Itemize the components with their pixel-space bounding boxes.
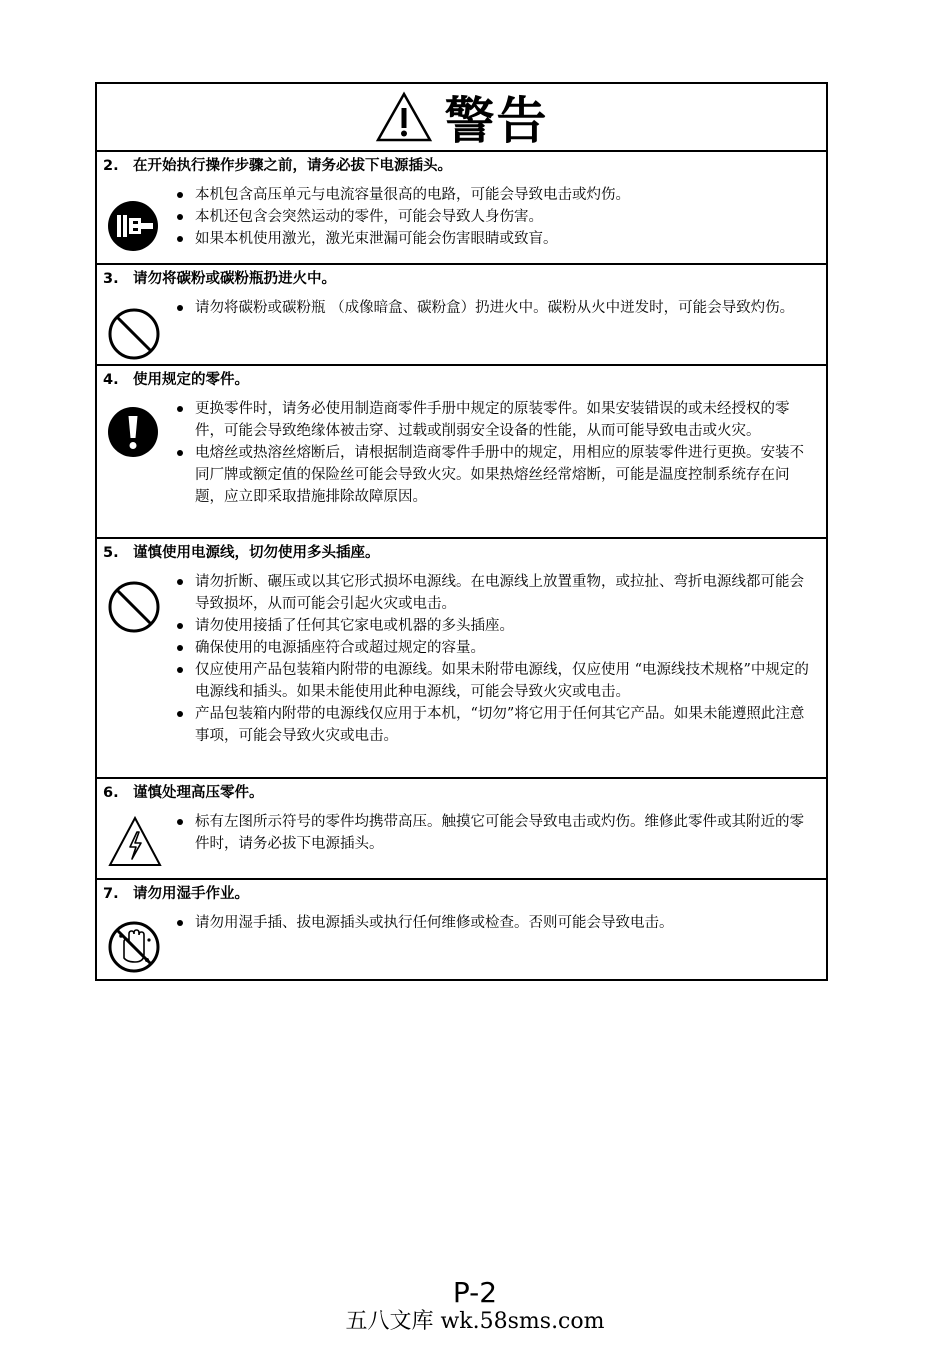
section-number: 5. [103,545,119,561]
list-item: 产品包装箱内附带的电源线仅应用于本机，“切勿”将它用于任何其它产品。如果未能遵照此注意事项，可能会导致火灾或电击。 [175,703,811,747]
bullet-list [175,297,811,319]
list-item: 仅应使用产品包装箱内附带的电源线。如果未附带电源线，仅应使用 “电源线技术规格”中规定的电源线和插头。如果未能使用此种电源线，可能会导致火灾或电击。 [175,659,811,703]
section-heading-text: 谨慎使用电源线，切勿使用多头插座。 [133,545,380,561]
list-item: 确保使用的电源插座符合或超过规定的容量。 [175,637,811,659]
watermark-text: 五八文库 wk.58sms.com [345,1309,605,1334]
section-heading [103,543,380,563]
section-heading [103,783,264,803]
section-heading [103,884,249,904]
bullet-list [175,571,811,747]
warning-box [95,82,828,981]
section-unplug [97,152,826,265]
section-high-voltage [97,779,826,880]
bullet-list [175,811,811,855]
unplug-icon [107,200,159,252]
section-number: 4. [103,372,119,388]
list-item: 请勿用湿手插、拔电源插头或执行任何维修或检查。否则可能会导致电击。 [175,912,811,934]
prohibition-icon [107,580,161,634]
bullet-list [175,398,811,508]
section-heading-text: 请勿用湿手作业。 [133,886,249,902]
list-item: 本机包含高压单元与电流容量很高的电路，可能会导致电击或灼伤。 [175,184,811,206]
prohibition-icon [107,307,161,361]
section-no-fire [97,265,826,366]
section-number: 7. [103,886,119,902]
list-item: 本机还包含会突然运动的零件，可能会导致人身伤害。 [175,206,811,228]
bullet-list [175,912,811,934]
no-wet-hands-icon [107,920,161,974]
list-item: 电熔丝或热溶丝熔断后，请根据制造商零件手册中的规定，用相应的原装零件进行更换。安装不同厂牌或额定值的保险丝可能会导致火灾。如果热熔丝经常熔断，可能是温度控制系统存在问题，应立即采取措施排除故障原因。 [175,442,811,508]
mandatory-icon [107,406,159,458]
section-heading-text: 在开始执行操作步骤之前，请务必拔下电源插头。 [133,158,452,174]
page-number: P-2 [452,1276,498,1309]
list-item: 如果本机使用激光，激光束泄漏可能会伤害眼睛或致盲。 [175,228,811,250]
section-heading-text: 使用规定的零件。 [133,372,249,388]
section-heading [103,370,249,390]
section-parts [97,366,826,539]
section-number: 2. [103,158,119,174]
warning-title: 警告 [444,92,549,150]
warning-triangle-icon [375,91,433,143]
high-voltage-icon [107,815,163,869]
section-wet-hands [97,880,826,979]
list-item: 请勿将碳粉或碳粉瓶 （成像暗盒、碳粉盒）扔进火中。碳粉从火中迸发时，可能会导致灼伤。 [175,297,811,319]
list-item: 更换零件时，请务必使用制造商零件手册中规定的原装零件。如果安装错误的或未经授权的零件，可能会导致绝缘体被击穿、过载或削弱安全设备的性能，从而可能导致电击或火灾。 [175,398,811,442]
list-item: 标有左图所示符号的零件均携带高压。触摸它可能会导致电击或灼伤。维修此零件或其附近的零件时，请务必拔下电源插头。 [175,811,811,855]
section-number: 3. [103,271,119,287]
list-item: 请勿使用接插了任何其它家电或机器的多头插座。 [175,615,811,637]
section-number: 6. [103,785,119,801]
section-heading [103,156,452,176]
list-item: 请勿折断、碾压或以其它形式损坏电源线。在电源线上放置重物，或拉扯、弯折电源线都可能会导致损坏，从而可能会引起火灾或电击。 [175,571,811,615]
bullet-list [175,184,811,250]
section-heading [103,269,336,289]
section-heading-text: 请勿将碳粉或碳粉瓶扔进火中。 [133,271,336,287]
section-heading-text: 谨慎处理高压零件。 [133,785,264,801]
warning-title-bar [97,84,826,152]
section-power-cord [97,539,826,779]
